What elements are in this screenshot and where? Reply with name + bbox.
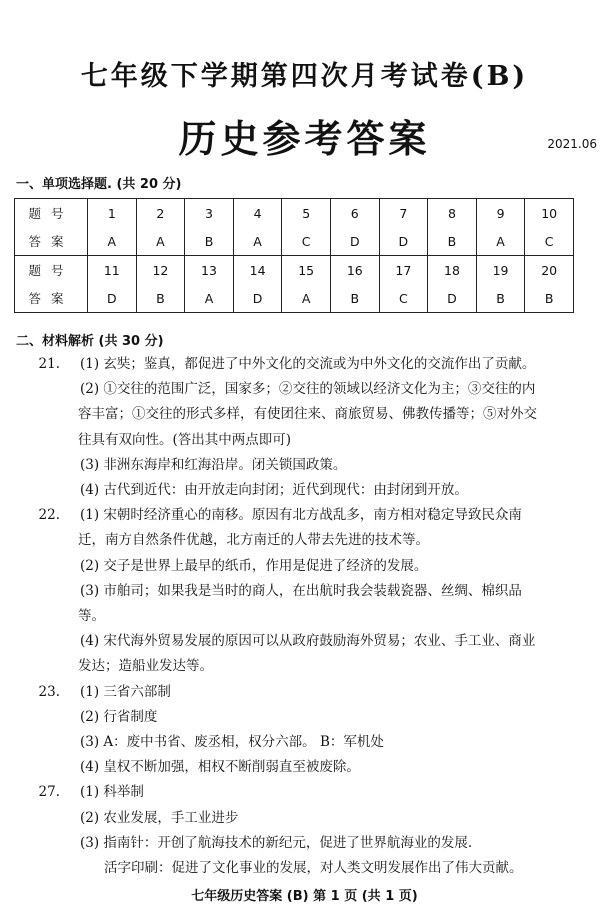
page-title: 历史参考答案 <box>178 116 431 161</box>
table-cell: 9 <box>476 199 525 228</box>
table-cell: 8 <box>428 199 477 228</box>
answer-line <box>0 755 609 780</box>
table-cell: 2 <box>136 199 185 228</box>
answer-text: 活字印刷：促进了文化事业的发展，对人类文明发展作出了伟大贡献。 <box>104 860 523 877</box>
answer-line <box>0 629 609 654</box>
answer-line <box>0 705 609 730</box>
table-cell: A <box>88 227 137 256</box>
table-cell: 20 <box>525 256 574 285</box>
table-row <box>15 284 574 313</box>
table-cell: A <box>233 227 282 256</box>
table-cell: D <box>88 284 137 313</box>
answer-text: (1) 宋朝时经济重心的南移。原因有北方战乱多，南方相对稳定导致民众南 <box>80 507 522 524</box>
question-number: 22. <box>38 507 60 524</box>
table-cell: D <box>330 227 379 256</box>
row-label: 答案 <box>15 227 88 256</box>
table-cell: 6 <box>330 199 379 228</box>
table-cell: B <box>476 284 525 313</box>
table-cell: 18 <box>428 256 477 285</box>
table-cell: 12 <box>136 256 185 285</box>
table-cell: D <box>233 284 282 313</box>
table-cell: A <box>282 284 331 313</box>
answer-text: (1) 科举制 <box>80 784 144 801</box>
table-cell: 11 <box>88 256 137 285</box>
table-cell: D <box>428 284 477 313</box>
question-number: 27. <box>38 784 60 801</box>
answer-table <box>14 198 574 313</box>
table-cell: B <box>525 284 574 313</box>
answer-text: (3) 市舶司；如果我是当时的商人，在出航时我会装载瓷器、丝绸、棉织品 <box>80 582 522 599</box>
table-cell: A <box>136 227 185 256</box>
answer-text: 迁，南方自然条件优越，北方南迁的人带去先进的技术等。 <box>78 532 429 549</box>
answer-text: (3) 非洲东海岸和红海沿岸。闭关锁国政策。 <box>80 456 347 473</box>
row-label: 题号 <box>15 256 88 285</box>
answer-line <box>0 554 609 579</box>
answer-line <box>0 453 609 478</box>
answer-text: (1) 玄奘；鉴真，都促进了中外文化的交流或为中外文化的交流作出了贡献。 <box>80 356 536 372</box>
answer-line <box>0 806 609 831</box>
answer-text: (2) ①交往的范围广泛，国家多；②交往的领域以经济文化为主；③交往的内 <box>80 381 536 398</box>
table-cell: D <box>379 227 428 256</box>
table-cell: 5 <box>282 199 331 228</box>
answer-line <box>0 402 609 427</box>
question-number: 23. <box>38 683 60 700</box>
answer-line <box>0 478 609 503</box>
question-number: 21. <box>38 356 60 372</box>
answer-text: 容丰富；①交往的形式多样，有使团往来、商旅贸易、佛教传播等；⑤对外交 <box>78 406 537 423</box>
page-footer: 七年级历史答案 (B) 第 1 页 (共 1 页) <box>191 889 418 904</box>
answer-text: (4) 宋代海外贸易发展的原因可以从政府鼓励海外贸易；农业、手工业、商业 <box>80 633 536 650</box>
answer-line <box>0 730 609 755</box>
answer-line <box>0 503 609 528</box>
answer-line <box>0 428 609 453</box>
answer-text: (2) 行省制度 <box>80 708 158 725</box>
table-cell: A <box>476 227 525 256</box>
answer-line <box>0 352 609 377</box>
answer-body <box>0 352 609 881</box>
table-cell: 10 <box>525 199 574 228</box>
exam-date: 2021.06 <box>547 137 597 151</box>
row-label: 答案 <box>15 284 88 313</box>
answer-text: (4) 皇权不断加强，相权不断削弱直至被废除。 <box>80 759 360 776</box>
answer-line <box>0 604 609 629</box>
exam-title: 七年级下学期第四次月考试卷(B) <box>80 61 529 92</box>
table-cell: 1 <box>88 199 137 228</box>
table-cell: A <box>185 284 234 313</box>
section1-heading: 一、单项选择题. (共 20 分) <box>16 177 182 192</box>
table-cell: 17 <box>379 256 428 285</box>
table-cell: 15 <box>282 256 331 285</box>
answer-line <box>0 528 609 553</box>
table-cell: 14 <box>233 256 282 285</box>
table-cell: 13 <box>185 256 234 285</box>
answer-text: (2) 交子是世界上最早的纸币，作用是促进了经济的发展。 <box>80 557 428 574</box>
answer-line <box>0 856 609 881</box>
table-row <box>15 256 574 285</box>
table-cell: 4 <box>233 199 282 228</box>
table-cell: C <box>282 227 331 256</box>
table-cell: B <box>428 227 477 256</box>
table-cell: 19 <box>476 256 525 285</box>
answer-line <box>0 831 609 856</box>
answer-text: 等。 <box>78 608 105 625</box>
answer-text: (3) A：废中书省、废丞相，权分六部。 B：军机处 <box>80 734 384 751</box>
answer-text: (4) 古代到近代：由开放走向封闭；近代到现代：由封闭到开放。 <box>80 482 468 499</box>
answer-text: 往具有双向性。(答出其中两点即可) <box>78 431 292 448</box>
table-row <box>15 227 574 256</box>
section2-heading: 二、材料解析 (共 30 分) <box>16 334 164 349</box>
table-cell: 7 <box>379 199 428 228</box>
answer-text: (3) 指南针：开创了航海技术的新纪元，促进了世界航海业的发展. <box>80 834 473 851</box>
answer-text: 发达；造船业发达等。 <box>78 658 213 675</box>
answer-line <box>0 579 609 604</box>
answer-line <box>0 377 609 402</box>
table-row <box>15 199 574 228</box>
table-cell: C <box>525 227 574 256</box>
table-cell: B <box>136 284 185 313</box>
table-cell: 3 <box>185 199 234 228</box>
answer-line <box>0 780 609 805</box>
table-cell: B <box>185 227 234 256</box>
answer-line <box>0 680 609 705</box>
answer-text: (1) 三省六部制 <box>80 683 171 700</box>
answer-line <box>0 654 609 679</box>
table-cell: C <box>379 284 428 313</box>
table-cell: 16 <box>330 256 379 285</box>
table-cell: B <box>330 284 379 313</box>
answer-text: (2) 农业发展，手工业进步 <box>80 809 239 826</box>
row-label: 题号 <box>15 199 88 228</box>
